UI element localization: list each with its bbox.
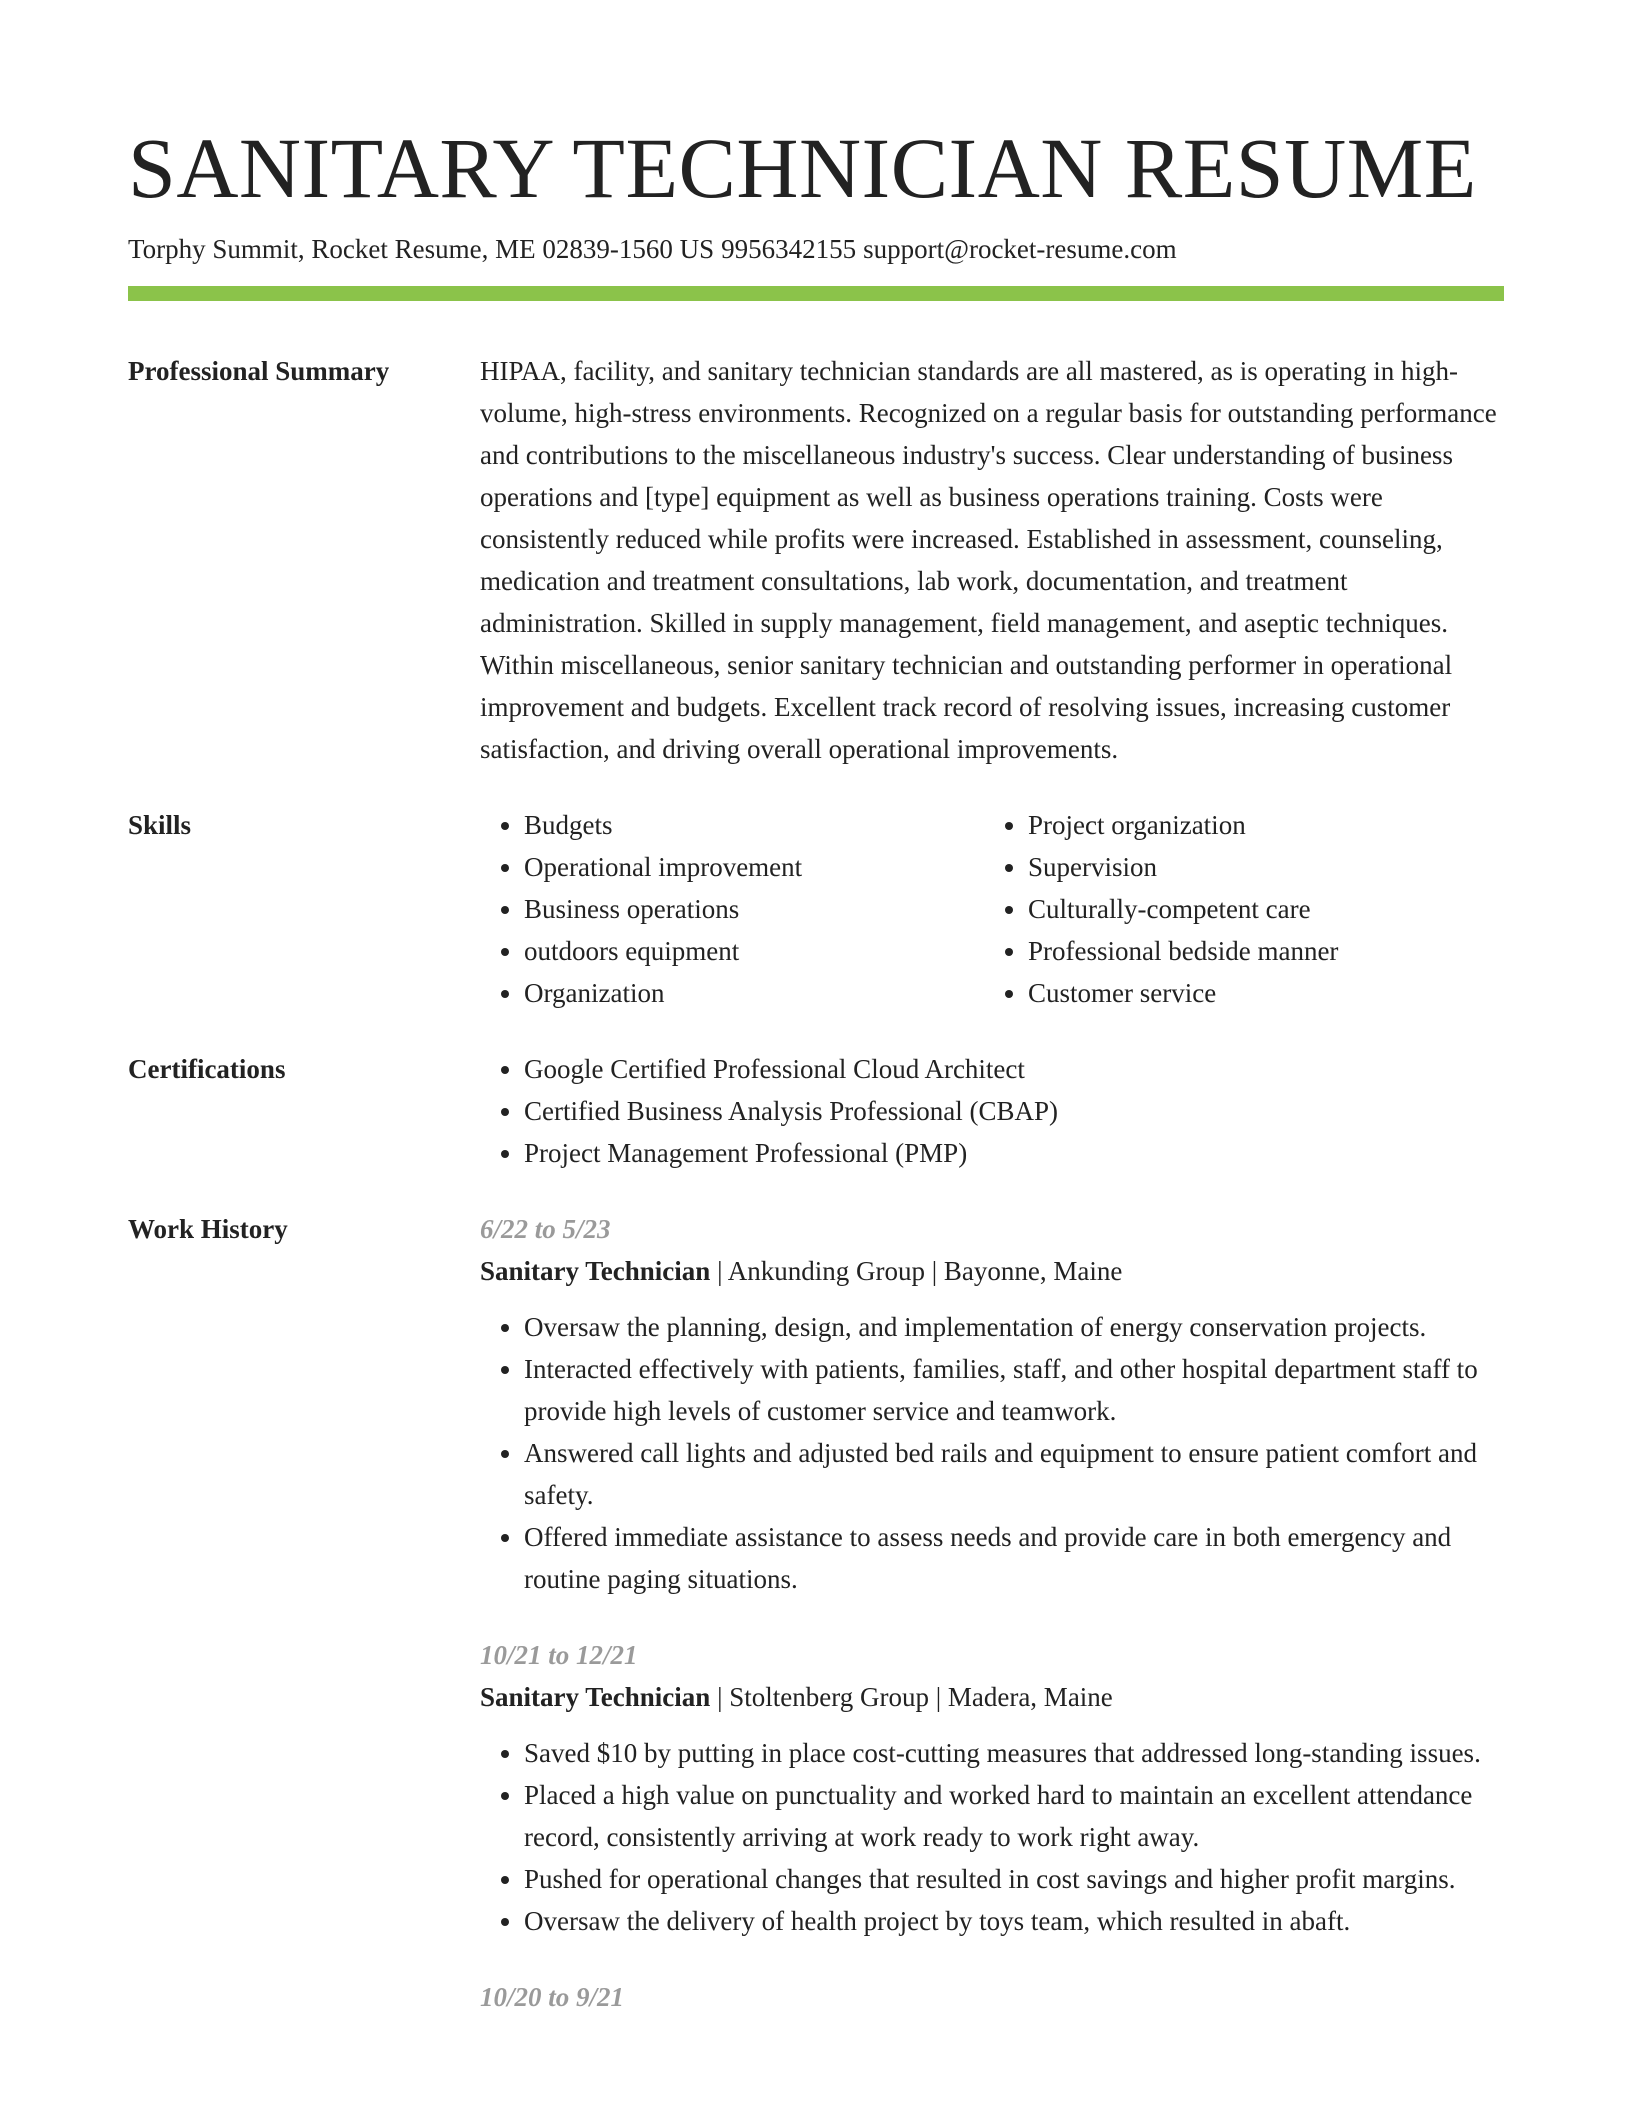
job-bullet: • Saved $10 by putting in place cost-cutting measures that addressed long-standing issues. <box>524 1732 1504 1774</box>
contact-phone: 9956342155 <box>721 234 857 264</box>
certification-item: • Certified Business Analysis Professional (CBAP) <box>524 1090 1504 1132</box>
job-company: Ankunding Group <box>727 1256 925 1286</box>
job-header: Sanitary Technician | Stoltenberg Group | Madera, Maine <box>480 1682 1113 1712</box>
job-dates: 10/20 to 9/21 <box>480 1982 625 2012</box>
job-dates: 10/21 to 12/21 <box>480 1640 638 1670</box>
skills-list-left <box>480 804 984 1014</box>
job-bullet: • Offered immediate assistance to assess needs and provide care in both emergency and routine paging situations. <box>524 1516 1504 1600</box>
job-entry <box>480 1976 1504 2018</box>
resume-sections <box>128 350 1504 2086</box>
contact-line <box>128 232 1177 266</box>
skill-item: • Professional bedside manner <box>1028 930 1488 972</box>
skill-item: • outdoors equipment <box>524 930 984 972</box>
job-location: Madera, Maine <box>947 1682 1113 1712</box>
job-bullet: • Oversaw the delivery of health project by toys team, which resulted in abaft. <box>524 1900 1504 1942</box>
job-title: Sanitary Technician <box>480 1256 711 1286</box>
skills-section <box>128 804 1504 1014</box>
summary-text: HIPAA, facility, and sanitary technician standards are all mastered, as is operating in high-volume, high-stress environments. Recognized on a regular basis for outstanding performance and contributions to the miscellaneous industry's success. Clear understanding of business operations and [type] equipment as well as business operations training. Costs were consistently reduced while profits were increased. Established in assessment, counseling, medication and treatment consultations, lab work, documentation, and treatment administration. Skilled in supply management, field management, and aseptic techniques. Within miscellaneous, senior sanitary technician and outstanding performer in operational improvement and budgets. Excellent track record of resolving issues, increasing customer satisfaction, and driving overall operational improvements. <box>480 356 1497 764</box>
certification-item: • Google Certified Professional Cloud Architect <box>524 1048 1504 1090</box>
job-bullet: • Placed a high value on punctuality and worked hard to maintain an excellent attendance record, consistently arriving at work ready to work right away. <box>524 1774 1504 1858</box>
contact-email: support@rocket-resume.com <box>863 234 1177 264</box>
job-company: Stoltenberg Group <box>729 1682 929 1712</box>
job-bullet: • Answered call lights and adjusted bed rails and equipment to ensure patient comfort and safety. <box>524 1432 1504 1516</box>
section-heading: Certifications <box>128 1054 286 1084</box>
professional-summary-section <box>128 350 1504 770</box>
resume-title: SANITARY TECHNICIAN RESUME <box>128 120 1477 216</box>
certifications-section <box>128 1048 1504 1174</box>
job-bullets <box>480 1306 1504 1600</box>
header-divider <box>128 286 1504 301</box>
section-heading: Skills <box>128 810 192 840</box>
skill-item: • Business operations <box>524 888 984 930</box>
job-bullet: • Oversaw the planning, design, and implementation of energy conservation projects. <box>524 1306 1504 1348</box>
job-dates: 6/22 to 5/23 <box>480 1214 611 1244</box>
job-entry <box>480 1208 1504 1600</box>
job-location: Bayonne, Maine <box>943 1256 1123 1286</box>
job-title: Sanitary Technician <box>480 1682 711 1712</box>
job-bullet: • Interacted effectively with patients, families, staff, and other hospital department staff to provide high levels of customer service and teamwork. <box>524 1348 1504 1432</box>
work-history-section <box>128 1208 1504 2052</box>
section-heading: Professional Summary <box>128 356 390 386</box>
skill-item: • Customer service <box>1028 972 1488 1014</box>
certifications-list <box>480 1048 1504 1174</box>
skill-item: • Budgets <box>524 804 984 846</box>
job-bullet: • Pushed for operational changes that resulted in cost savings and higher profit margins. <box>524 1858 1504 1900</box>
job-entry <box>480 1634 1504 1942</box>
skill-item: • Organization <box>524 972 984 1014</box>
skill-item: • Project organization <box>1028 804 1488 846</box>
contact-address: Torphy Summit, Rocket Resume, ME 02839-1560 US <box>128 234 715 264</box>
skill-item: • Culturally-competent care <box>1028 888 1488 930</box>
section-heading: Work History <box>128 1214 288 1244</box>
job-bullets <box>480 1732 1504 1942</box>
job-header: Sanitary Technician | Ankunding Group | Bayonne, Maine <box>480 1256 1123 1286</box>
skill-item: • Operational improvement <box>524 846 984 888</box>
skill-item: • Supervision <box>1028 846 1488 888</box>
certification-item: • Project Management Professional (PMP) <box>524 1132 1504 1174</box>
skills-list-right <box>984 804 1488 1014</box>
